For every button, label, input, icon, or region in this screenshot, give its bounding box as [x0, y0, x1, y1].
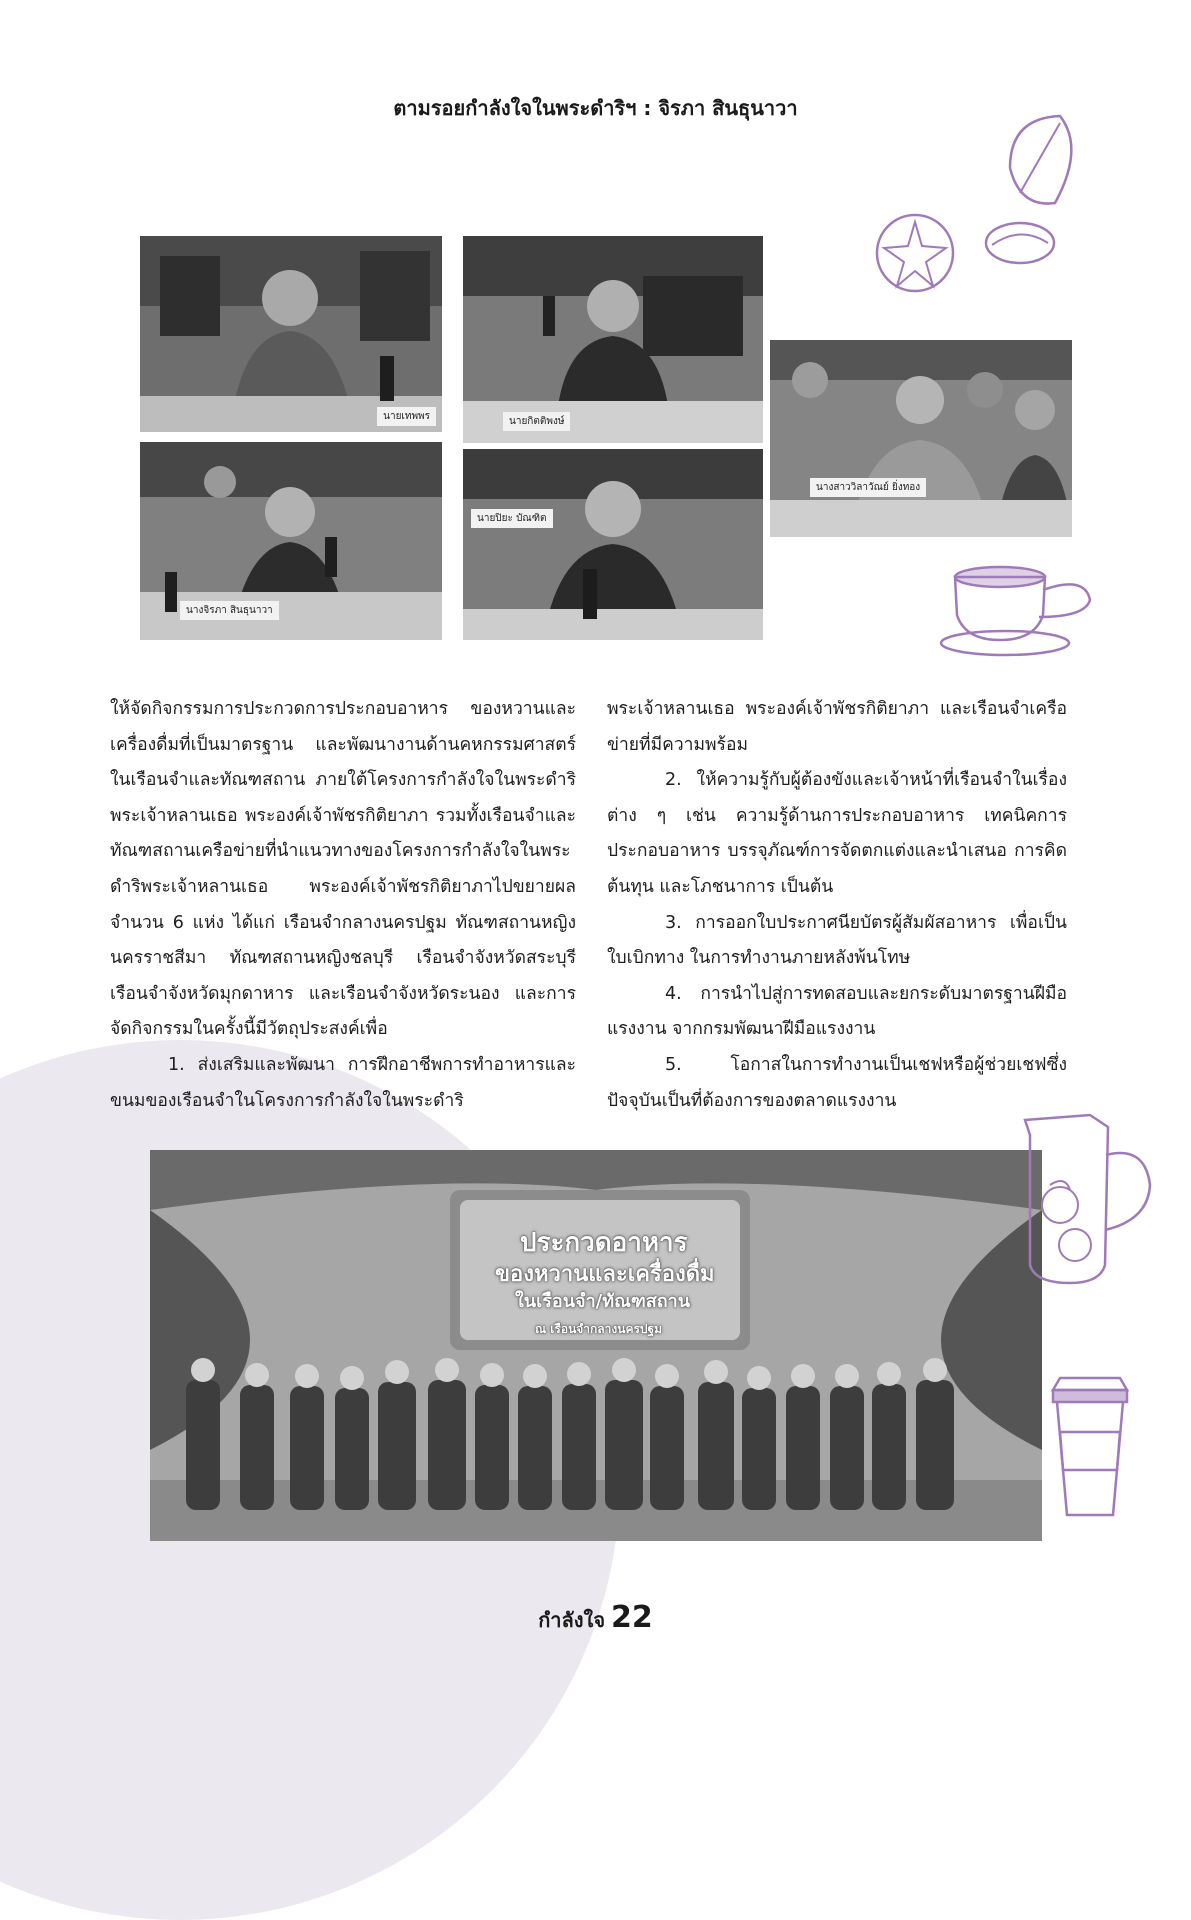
- nameplate: นายเทพพร: [377, 407, 436, 426]
- group-photo: [150, 1150, 1042, 1541]
- banner-title: ประกวดอาหาร: [520, 1228, 688, 1258]
- coffee-cup-icon: [1045, 1370, 1135, 1520]
- page-header-title: ตามรอยกำลังใจในพระดำริฯ : จิรภา สินธุนาวา: [393, 96, 798, 120]
- magazine-name: กำลังใจ: [538, 1608, 606, 1632]
- paragraph: 2. ให้ความรู้กับผู้ต้องขังและเจ้าหน้าที่เรือนจำในเรื่องต่าง ๆ เช่น ความรู้ด้านการประกอบอาหาร เทคนิคการประกอบอาหาร บรรจุภัณฑ์การจัดตกแต่งและนำเสนอ การคิดต้นทุน และโภชนาการ เป็นต้น: [607, 770, 1067, 897]
- paragraph: 3. การออกใบประกาศนียบัตรผู้สัมผัสอาหาร เพื่อเป็นใบเบิกทาง ในการทำงานภายหลังพ้นโทษ: [607, 912, 1067, 969]
- paragraph: ให้จัดกิจกรรมการประกวดการประกอบอาหาร ของหวานและเครื่องดื่มที่เป็นมาตรฐาน และพัฒนางานด้านคหกรรมศาสตร์ในเรือนจำและทัณฑสถาน ภายใต้โครงการกำลังใจในพระดำริพระเจ้าหลานเธอ พระองค์เจ้าพัชรกิติยาภา รวมทั้งเรือนจำและทัณฑสถานเครือข่ายที่นำแนวทางของโครงการกำลังใจในพระดำริพระเจ้าหลานเธอ พระองค์เจ้าพัชรกิติยาภาไปขยายผล จำนวน 6 แห่ง ได้แก่ เรือนจำกลางนครปฐม ทัณฑสถานหญิงนครราชสีมา ทัณฑสถานหญิงชลบุรี เรือนจำจังหวัดสระบุรี เรือนจำจังหวัดมุกดาหาร และเรือนจำจังหวัดระนอง และการจัดกิจกรรมในครั้งนี้มีวัตถุประสงค์เพื่อ: [110, 699, 576, 1040]
- meeting-photo-1: [140, 236, 442, 432]
- body-text-left: [110, 692, 576, 1119]
- paragraph: 4. การนำไปสู่การทดสอบและยกระดับมาตรฐานฝีมือแรงงาน จากกรมพัฒนาฝีมือแรงงาน: [607, 983, 1067, 1040]
- page-number: 22: [611, 1600, 653, 1635]
- meeting-photo-4: [140, 442, 442, 640]
- banner-line: ในเรือนจำ/ทัณฑสถาน: [515, 1291, 691, 1312]
- pitcher-icon: [1010, 1105, 1160, 1290]
- starfruit-icon: [870, 208, 960, 298]
- paragraph: 1. ส่งเสริมและพัฒนา การฝึกอาชีพการทำอาหารและขนมของเรือนจำในโครงการกำลังใจในพระดำริ: [110, 1054, 576, 1111]
- nameplate: นายกิตติพงษ์: [503, 412, 570, 431]
- meeting-photo-3: [770, 340, 1072, 537]
- meeting-photo-5: [463, 449, 763, 640]
- nameplate: นางสาววิลาวัณย์ ยิ่งทอง: [810, 478, 926, 497]
- body-text-right: [607, 692, 1067, 1119]
- leaf-icon: [1000, 108, 1090, 218]
- nameplate: นายปิยะ บัณฑิต: [471, 509, 553, 528]
- paragraph: 5. โอกาสในการทำงานเป็นเชฟหรือผู้ช่วยเชฟซึ่งปัจจุบันเป็นที่ต้องการของตลาดแรงงาน: [607, 1054, 1067, 1111]
- meeting-photo-2: [463, 236, 763, 443]
- banner-subtitle: ของหวานและเครื่องดื่ม: [495, 1262, 715, 1287]
- paragraph: พระเจ้าหลานเธอ พระองค์เจ้าพัชรกิติยาภา และเรือนจำเครือข่ายที่มีความพร้อม: [607, 699, 1067, 755]
- page-footer: [0, 1600, 1191, 1636]
- teacup-icon: [935, 555, 1105, 660]
- banner-location: ณ เรือนจำกลางนครปฐม: [535, 1322, 663, 1336]
- nameplate: นางจิรภา สินธุนาวา: [180, 601, 279, 620]
- bean-icon: [980, 215, 1060, 270]
